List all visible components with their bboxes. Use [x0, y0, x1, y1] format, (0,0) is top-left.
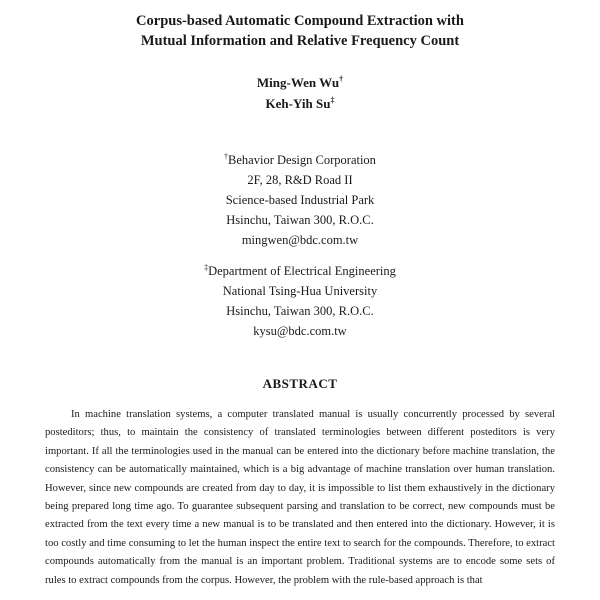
affiliation-line: 2F, 28, R&D Road II	[247, 173, 353, 187]
author-mark: †	[339, 74, 344, 84]
author-mark: ‡	[330, 95, 335, 105]
abstract-paragraph: In machine translation systems, a computer translated manual is usually concurrently processed by several posteditors; thus, to maintain the consistency of translated terminologies between different posteditors is very important. If all the terminologies used in the manual can be entered into the dictionary before machine translation, the consistency can be automatically maintained, which is a big advantage of machine translation over human translation. However, since new compounds are created from day to day, it is impossible to list them exhaustively in the dictionary being prepared long time ago. To guarantee subsequent parsing and translation to be correct, new compounds must be extracted from the text every time a new manual is to be translated and then entered into the dictionary. However, it is too costly and time consuming to let the human inspect the entire text to search for the compounds. Therefore, to extract compounds automatically from the manual is an important problem. Traditional systems are to encode some sets of rules to extract compounds from the corpus. However, the problem with the rule-based approach is that	[45, 409, 555, 586]
author-name: Keh-Yih Su	[265, 96, 331, 111]
affiliation-line	[120, 150, 480, 170]
affiliation-2	[120, 261, 480, 341]
affiliation-name: Behavior Design Corporation	[228, 153, 376, 167]
title-line-1: Corpus-based Automatic Compound Extraction with	[136, 13, 464, 29]
author-list	[150, 72, 450, 114]
author-2	[150, 93, 450, 114]
abstract-heading: ABSTRACT	[262, 376, 338, 391]
title-line-2: Mutual Information and Relative Frequency Count	[140, 33, 460, 49]
affiliation-name: Department of Electrical Engineering	[208, 264, 396, 278]
affiliation-line	[120, 261, 480, 281]
affiliation-mark: †	[224, 151, 229, 161]
abstract-body	[45, 406, 555, 590]
affiliation-mark: ‡	[204, 262, 209, 272]
author-name: Ming-Wen Wu	[256, 75, 340, 90]
affiliation-line: Science-based Industrial Park	[225, 193, 375, 207]
author-1	[150, 72, 450, 93]
affiliation-line: Hsinchu, Taiwan 300, R.O.C.	[226, 304, 374, 318]
affiliation-1	[120, 150, 480, 250]
affiliation-line: National Tsing-Hua University	[222, 284, 378, 298]
paper-title	[60, 11, 540, 51]
affiliation-line: Hsinchu, Taiwan 300, R.O.C.	[226, 213, 374, 227]
affiliation-email: mingwen@bdc.com.tw	[241, 233, 359, 247]
affiliation-email: kysu@bdc.com.tw	[253, 324, 347, 338]
